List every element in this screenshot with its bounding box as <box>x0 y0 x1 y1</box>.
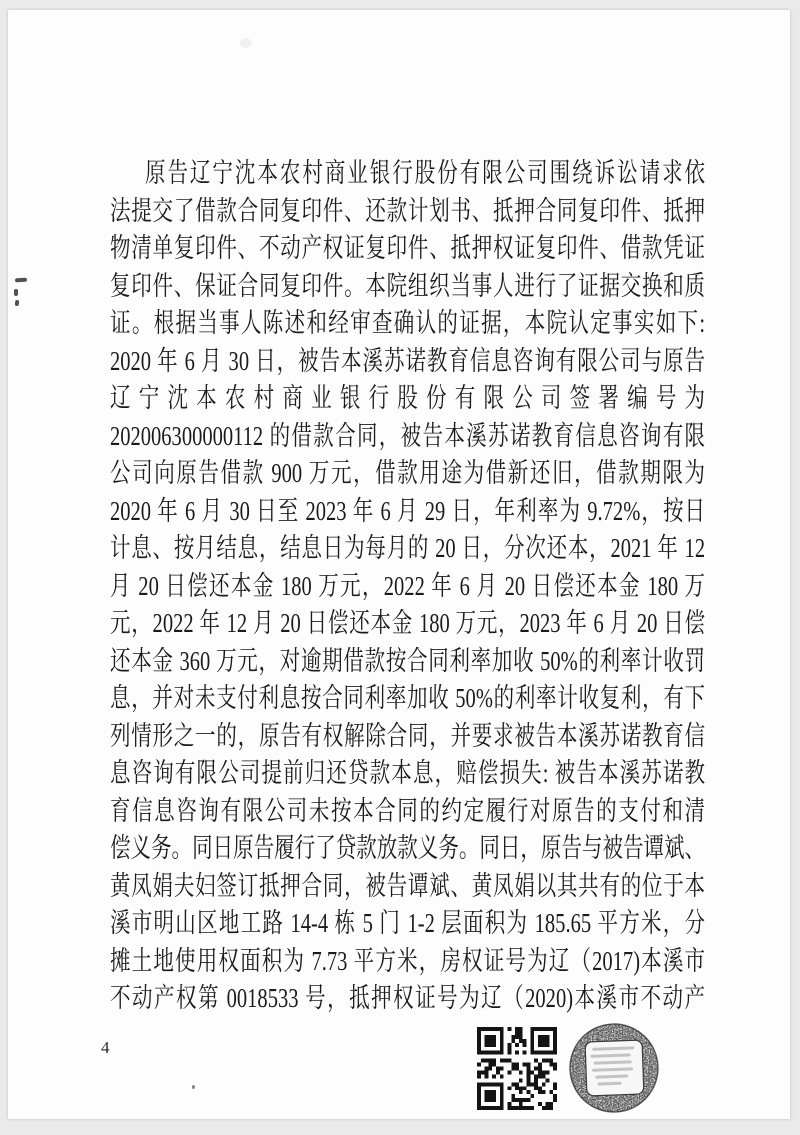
text-line: 证。根据当事人陈述和经审查确认的证据，本院认定事实如下: <box>110 308 706 338</box>
text-line: 育信息咨询有限公司未按本合同的约定履行对原告的支付和清 <box>110 795 706 826</box>
court-seal-icon <box>564 1019 663 1117</box>
qr-code-icon <box>477 1027 557 1110</box>
text-line: 物清单复印件、不动产权证复印件、抵押权证复印件、借款凭证 <box>110 233 706 263</box>
text-line: 息咨询有限公司提前归还贷款本息，赔偿损失: 被告本溪苏诺教 <box>110 758 706 788</box>
scan-artifact <box>15 278 27 283</box>
text-line: 黄凤娟夫妇签订抵押合同，被告谭斌、黄凤娟以其共有的位于本 <box>110 870 706 901</box>
text-line: 溪市明山区地工路 14-4 栋 5 门 1-2 层面积为 185.65 平方米，分 <box>110 908 706 938</box>
text-line: 202006300000112 的借款合同，被告本溪苏诺教育信息咨询有限 <box>110 420 706 451</box>
scan-artifact <box>192 1085 195 1089</box>
text-line: 公司向原告借款 900 万元，借款用途为借新还旧，借款期限为 <box>110 458 706 488</box>
text-line: 原告辽宁沈本农村商业银行股份有限公司围绕诉讼请求依 <box>144 158 706 188</box>
body-text <box>110 155 705 1018</box>
text-line: 不动产权第 0018533 号，抵押权证号为辽（2020)本溪市不动产 <box>110 983 706 1013</box>
text-line: 元，2022 年 12 月 20 日偿还本金 180 万元，2023 年 6 月 20 日偿 <box>110 608 706 638</box>
text-line: 复印件、保证合同复印件。本院组织当事人进行了证据交换和质 <box>110 270 706 301</box>
text-line: 息，并对未支付利息按合同利率加收 50%的利率计收复利，有下 <box>110 683 706 713</box>
scan-artifact <box>14 289 18 296</box>
text-line: 偿义务。同日原告履行了贷款放款义务。同日，原告与被告谭斌、 <box>110 833 706 863</box>
text-line: 2020 年 6 月 30 日，被告本溪苏诺教育信息咨询有限公司与原告 <box>110 345 706 376</box>
scan-artifact <box>240 38 252 48</box>
text-line: 计息、按月结息，结息日为每月的 20 日，分次还本，2021 年 12 <box>110 533 706 563</box>
text-line: 还本金 360 万元，对逾期借款按合同利率加收 50%的利率计收罚 <box>110 645 706 676</box>
text-line: 月 20 日偿还本金 180 万元，2022 年 6 月 20 日偿还本金 180 万 <box>110 570 706 601</box>
page-number: 4 <box>101 1038 110 1057</box>
text-line: 列情形之一的，原告有权解除合同，并要求被告本溪苏诺教育信 <box>110 720 706 751</box>
text-line: 法提交了借款合同复印件、还款计划书、抵押合同复印件、抵押 <box>110 195 706 226</box>
text-line: 摊土地使用权面积为 7.73 平方米，房权证号为辽（2017)本溪市 <box>110 945 706 976</box>
text-line: 辽宁沈本农村商业银行股份有限公司签署编号为 <box>110 383 706 413</box>
text-line: 2020 年 6 月 30 日至 2023 年 6 月 29 日，年利率为 9.72%，按日 <box>110 495 706 526</box>
scan-artifact <box>15 300 20 306</box>
